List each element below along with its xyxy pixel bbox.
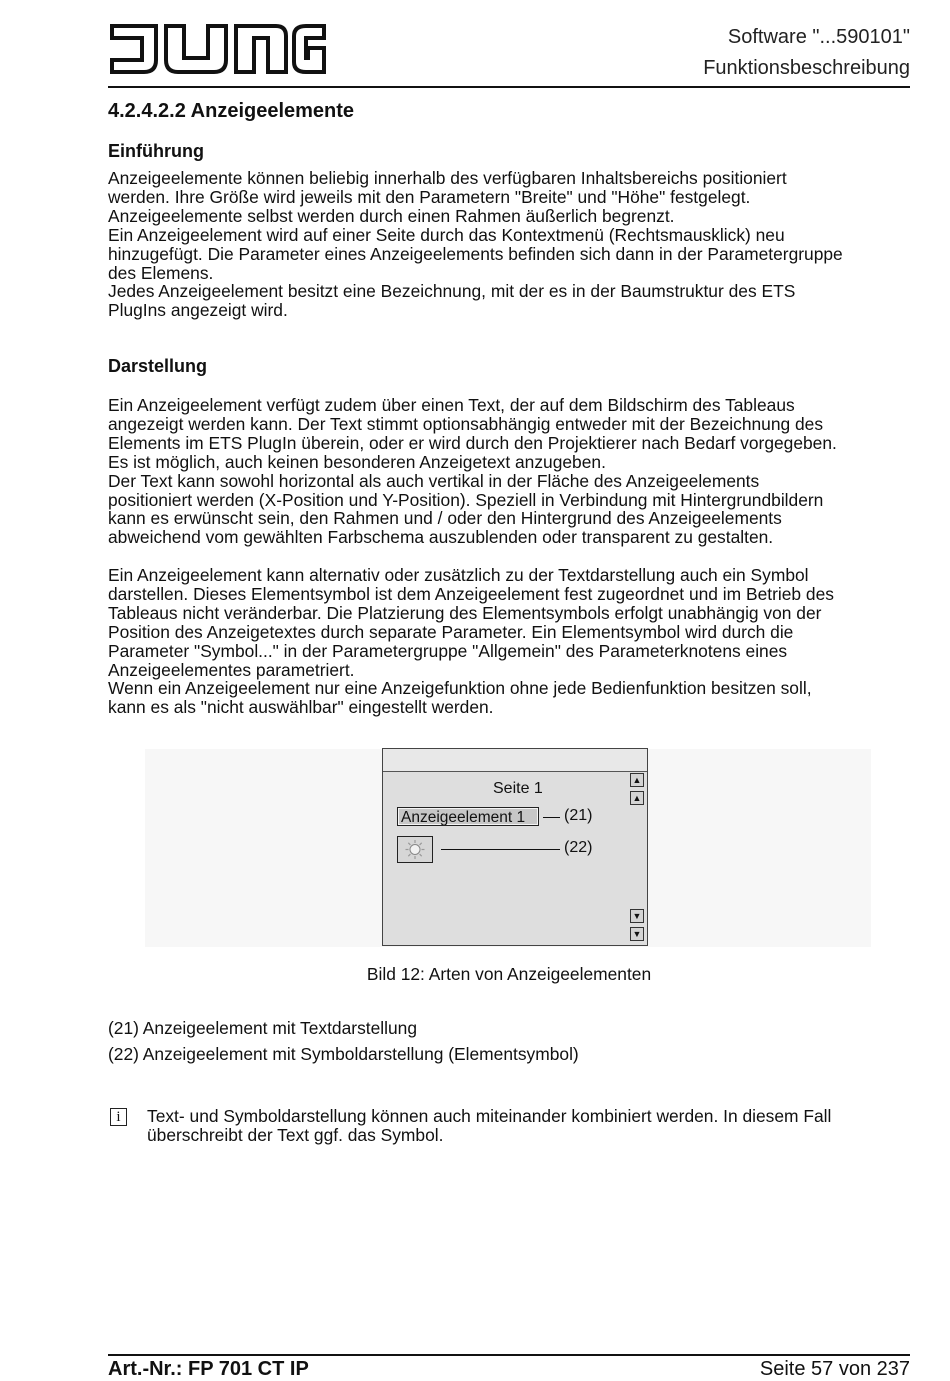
callout-label-21: (21): [564, 807, 593, 824]
text-line: Ein Anzeigeelement verfügt zudem über einen Text, der auf dem Bildschirm des Tableaus: [108, 395, 795, 415]
text-line: Text- und Symboldarstellung können auch miteinander kombiniert werden. In diesem Fall: [147, 1106, 832, 1126]
text-line: Anzeigeelemente können beliebig innerhalb des verfügbaren Inhaltsbereichs positioniert: [108, 168, 787, 188]
article-number: Art.-Nr.: FP 701 CT IP: [108, 1358, 309, 1380]
software-version: Software "...590101": [727, 26, 910, 48]
scroll-up-icon[interactable]: ▲: [630, 791, 644, 805]
text-line: PlugIns angezeigt wird.: [108, 300, 288, 321]
text-line: überschreibt der Text ggf. das Symbol.: [147, 1124, 444, 1145]
text-line: Wenn ein Anzeigeelement nur eine Anzeigefunktion ohne jede Bedienfunktion besitzen soll,: [108, 678, 812, 699]
header-divider: [108, 86, 910, 88]
legend-item-21: (21) Anzeigeelement mit Textdarstellung: [108, 1018, 418, 1038]
text-line: Es ist möglich, auch keinen besonderen Anzeigetext anzugeben.: [108, 451, 606, 472]
display-element-text[interactable]: Anzeigeelement 1: [397, 807, 539, 826]
text-line: positioniert werden (X-Position und Y-Position). Speziell in Verbindung mit Hintergrundbildern: [108, 489, 824, 510]
darstellung-paragraph-1: [108, 396, 913, 547]
text-line: hinzugefügt. Die Parameter eines Anzeigeelements befinden sich dann in der Parametergruppe: [108, 243, 843, 264]
text-line: Position des Anzeigetextes durch separate Parameter. Ein Elementsymbol wird durch die: [108, 621, 794, 642]
footer-divider: [108, 1354, 910, 1356]
text-line: darstellen. Dieses Elementsymbol ist dem Anzeigeelement fest zugeordnet und im Betrieb des: [108, 583, 834, 604]
text-line: angezeigt werden kann. Der Text stimmt optionsabhängig entweder mit der Bezeichnung des: [108, 413, 824, 434]
legend-item-22: (22) Anzeigeelement mit Symboldarstellung (Elementsymbol): [108, 1044, 579, 1064]
darstellung-heading: Darstellung: [108, 356, 208, 376]
preview-title-bar: [383, 749, 647, 772]
info-note: [147, 1107, 917, 1145]
callout-line-22: [441, 849, 560, 850]
info-icon: i: [110, 1108, 127, 1126]
display-element-symbol[interactable]: [397, 836, 433, 863]
section-title: 4.2.4.2.2 Anzeigeelemente: [108, 100, 355, 122]
text-line: abweichend vom gewählten Farbschema auszublenden oder transparent zu gestalten.: [108, 527, 774, 548]
scroll-down-icon[interactable]: ▼: [630, 909, 644, 923]
figure-caption: Bild 12: Arten von Anzeigeelementen: [366, 964, 652, 984]
text-line: werden. Ihre Größe wird jeweils mit den Parametern "Breite" und "Höhe" festgelegt.: [108, 186, 751, 207]
intro-heading: Einführung: [108, 141, 204, 161]
text-line: kann es erwünscht sein, den Rahmen und / oder den Hintergrund des Anzeigeelements: [108, 508, 782, 529]
scroll-bottom-icon[interactable]: ▼: [630, 927, 644, 941]
sun-icon: [398, 837, 432, 862]
text-line: kann es als "nicht auswählbar" eingestellt werden.: [108, 697, 494, 718]
text-line: Der Text kann sowohl horizontal als auch vertikal in der Fläche des Anzeigeelements: [108, 470, 760, 491]
callout-line-21: [543, 817, 560, 818]
page-number: Seite 57 von 237: [759, 1358, 910, 1380]
preview-page-label: Seite 1: [493, 780, 543, 797]
text-line: Ein Anzeigeelement kann alternativ oder zusätzlich zu der Textdarstellung auch ein Symbol: [108, 565, 809, 585]
text-line: Tableaus nicht veränderbar. Die Platzierung des Elementsymbols erfolgt unabhängig von der: [108, 602, 822, 623]
darstellung-paragraph-2: [108, 566, 913, 717]
jung-logo: [108, 20, 328, 78]
text-line: Anzeigeelemente selbst werden durch einen Rahmen äußerlich begrenzt.: [108, 205, 675, 226]
text-line: Ein Anzeigeelement wird auf einer Seite durch das Kontextmenü (Rechtsmausklick) neu: [108, 224, 785, 245]
header-info: [703, 22, 910, 84]
document-type: Funktionsbeschreibung: [703, 57, 910, 79]
display-page-preview: [382, 748, 648, 946]
preview-scrollbar[interactable]: [630, 773, 644, 941]
text-line: Anzeigeelementes parametriert.: [108, 659, 355, 680]
text-line: Jedes Anzeigeelement besitzt eine Bezeichnung, mit der es in der Baumstruktur des ETS: [108, 281, 796, 302]
text-line: des Elemens.: [108, 262, 214, 283]
scroll-top-icon[interactable]: ▲: [630, 773, 644, 787]
callout-label-22: (22): [564, 839, 593, 856]
text-line: Elements im ETS PlugIn überein, oder er wird durch den Projektierer nach Bedarf vorgegeben.: [108, 432, 837, 453]
intro-paragraph: [108, 169, 913, 320]
text-line: Parameter "Symbol..." in der Parametergruppe "Allgemein" des Parameterknotens eines: [108, 640, 788, 661]
